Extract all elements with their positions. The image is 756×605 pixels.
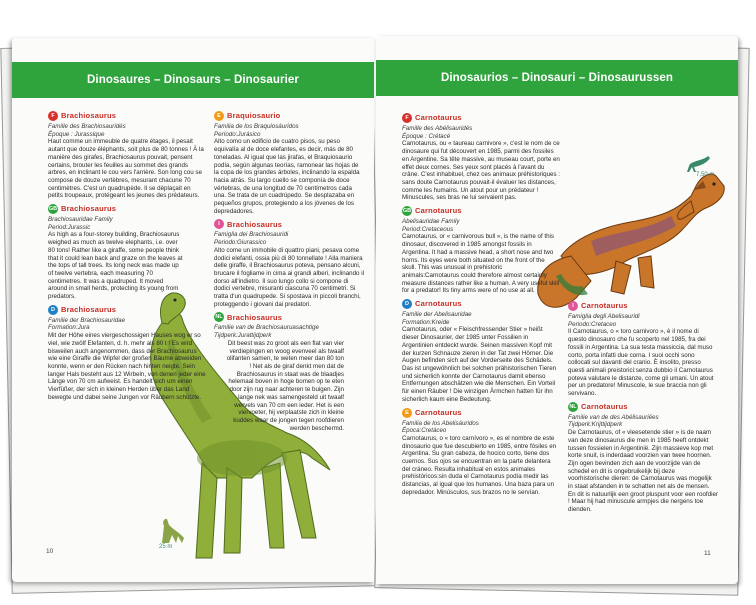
section-block <box>214 312 364 432</box>
section-family: Familia de los Abelisáuridos <box>402 419 479 427</box>
section-title: Carnotaurus <box>415 407 462 417</box>
section-period: Tijdperk:Krijttijdperk <box>568 421 623 429</box>
section-text: Carnotaurus, ou « taureau carnivore », c'est le nom de ce dinosaure qui fut découvert en 1985, parmi des fossiles en Argentine. Sa tête massive, au museau court, porte en effet deux cornes. Ses yeux sont placés à l'avant du crâne. C'est inhabituel, chez ces animaux préhistoriques : sans doute Carnotaurus pouvait-il évaluer les distances, comme les humains. Un atout pour un prédateur ! Minuscules, ses bras ne lui servaient pas. <box>402 140 561 202</box>
section-family: Famille des Abélisauridés <box>402 125 473 132</box>
section-text: Il Carnotaurus, o « toro carnivoro », è il nome di questo dinosauro che fu scoperto nel 1985, fra dei fossili in Argentina. La sua testa massiccia, dal muso corto, porta infatti due corna. I suoi occhi sono collocati sul davanti del cranio. È insolito, presso questi animali preistorici:senza dubbio il Carnotaurus poteva valutare le distanze, come gli umani. Un atout per un predatore! Minuscole, le sue braccia non gli servivano. <box>568 328 714 398</box>
left-scale-label: 25 m <box>159 544 173 550</box>
section-block <box>402 299 560 403</box>
section-period: Formation:Jura <box>48 324 90 332</box>
section-text: Carnotaurus, oder « Fleischfressender Stier » heißt dieser Dinosaurier, der 1985 unter Fossilien in Argentinien entdeckt wurde. Seinen massiven Kopf mit der kurzen Schnauze zieren in der Tat zwei Hörner. Die Augen befinden sich auf der Vorderseite des Schädels. Das ist ungewöhnlich bei solchen prähistorischen Tieren und sicherlich konnte der Carnotaurus damit ebenso Entfernungen abschätzen wie die Menschen. Ein Vorteil für einen Räuber ! Die winzigen Ärmchen hatten für ihn sicherlich kaum eine Bedeutung. <box>402 326 557 403</box>
section-text: As high as a four-storey building, Brachiosaurus weighed as much as twelve elephants, i.e. over 80 tons! Rather like a giraffe, some people think that it could lean back and graze on the leaves at the tops of tall trees. Its long neck was made up of twelve vertebra, each measuring 70 centimetres. It was a quadruped. It moved around in small herds, protecting its young from predators. <box>48 231 183 301</box>
section-period: Époque : Crétacé <box>402 132 451 140</box>
section-block <box>402 113 560 202</box>
section-text: Alto come un immobile di quattro piani, pesava come dodici elefanti, ossia più di 80 tonnellate ! Alla maniera delle giraffe, il Brachiosaurus poteva, pensano alcuni, brucare il fogliame in cima ai grandi alberi, inclinando il dorso all'indietro. Il suo lungo collo si compone di dodici vertebre, misuranti ciascuna 70 centimetri. Si tratta d'un quadrupede. Si spostava in piccoli branchi, proteggendo i giovani dai predatori. <box>214 246 364 308</box>
language-badge: NL <box>569 403 577 410</box>
right-page-title: Dinosaurios – Dinosauri – Dinosaurussen <box>376 60 738 96</box>
section-text: Haut comme un immeuble de quatre étages, il pesait autant que douze éléphants, soit plus de 80 tonnes ! À la manière des girafes, Brachiosaurus pouvait, pensent certains, brouter les feuilles au sommet des grands arbres, en inclinant le cou vers l'arrière. Son long cou se compose de douze vertèbres, mesurant chacune 70 centimètres. C'est un quadrupède. Il se déplaçait en petits troupeaux, protégeant les jeunes des prédateurs. <box>48 138 204 200</box>
language-badge: I <box>568 301 578 311</box>
language-badge: E <box>214 111 224 121</box>
section-text: Dit beest was zo groot als een flat van vier verdiepingen en woog evenveel als twaalf olifanten samen, te weten meer dan 80 ton ! Net als de giraf denkt men dat de Brachiosaurus in staat was de blaadjes helemaal boven in hoge bomen op te eten door zijn rug naar achteren te buigen. Zijn lange nek was samengesteld uit twaalf wervels van 70 cm een ieder. Het is een viervoeter, hij verplaatste zich in kleine kuddes waar de jongen tegen roofdieren werden beschermd. <box>226 339 344 432</box>
section-family: Familie van de des Abélisauriëes <box>568 413 659 421</box>
section-block <box>402 206 560 295</box>
section-family: Abelisauridae Family <box>402 218 460 226</box>
section-title: Carnotaurus <box>581 301 628 311</box>
section-text: De Carnotaurus, of « vleesetende stier » is de naam van deze dinosaurus die men in 1985 heeft ontdekt tussen fossielen in Argentinië. Zijn massieve kop met korte snuit, is inderdaad voorzien van twee hoornen. Zijn ogen bevinden zich aan de voorzijde van de schedel en dit is ongebruikelijk bij deze voorhistorische dieren: de Carnotaurus was mogelijk in staat afstanden in te schatten net als de mensen. En dit is natuurlijk een groot pluspunt voor een roofdier ! Maar hij had minuscule armpjes die nergens toe dienden. <box>568 429 718 514</box>
section-block <box>402 408 560 497</box>
section-title: Brachiosaurus <box>61 204 117 214</box>
section-period: Periodo:Cretaceo <box>568 320 617 328</box>
language-badge: D <box>402 299 412 309</box>
right-scale-label: 7,50 m <box>696 172 715 178</box>
language-badge: D <box>48 305 58 315</box>
section-text: Alto como un edificio de cuatro pisos, su peso equivalía al de doce elefantes, es decir, más de 80 toneladas. Al igual que las jirafas, el Braquiosaurio podía, según algunas teorías, ramonear las hojas de la copa de los grandes árboles, inclinando la espalda hacia atrás. Su largo cuello se componía de doce vértebras, de una longitud de 70 centímetros cada una. Se trata de un cuadrúpedo. Se desplazaba en pequeños grupos, protegiendo a los jóvenes de los depredadores. <box>214 138 360 215</box>
section-block <box>48 305 206 402</box>
section-period: Periodo:Giurassico <box>214 239 267 247</box>
language-badge: E <box>402 408 412 418</box>
section-title: Braquiosaurio <box>227 111 281 121</box>
section-family: Brachiosauridae Family <box>48 216 113 224</box>
language-badge: F <box>48 111 58 121</box>
section-title: Brachiosaurus <box>227 312 283 322</box>
section-block <box>214 219 364 308</box>
section-title: Carnotaurus <box>415 206 462 216</box>
section-title: Brachiosaurus <box>61 304 117 314</box>
section-period: Period:Cretaceous <box>402 225 454 233</box>
section-period: Tijdperk:Jurattijdperk <box>214 332 272 340</box>
right-column-2 <box>568 298 718 518</box>
section-text: Carnotaurus, or « carnivorous bull », is the name of this dinosaur, discovered in 1985 amongst fossils in Argentina. It had a massive head, a short nose and two horns. Its eyes were both situated on the front of the skull. This was unusual in prehistoric animals:Carnotaurus could therefore almost certainly measure distances rather like a human. A very useful skill for a predator! Its tiny arms were of no use at all. <box>402 233 560 295</box>
section-period: Período:Jurásico <box>214 130 261 138</box>
section-block <box>48 204 206 301</box>
language-badge: GB <box>48 206 58 213</box>
language-badge: F <box>402 113 412 123</box>
language-badge: NL <box>215 314 223 321</box>
section-period: Formation:Kreide <box>402 318 450 326</box>
section-period: Época:Cretáceo <box>402 427 447 435</box>
section-family: Famiglia degli Abelisauridi <box>568 313 640 320</box>
section-period: Period:Jurassic <box>48 223 91 231</box>
section-block <box>214 111 364 215</box>
left-page-number: 10 <box>46 548 54 555</box>
language-badge: GB <box>402 208 412 215</box>
section-block <box>568 301 718 398</box>
section-block <box>568 402 718 514</box>
section-family: Familie der Abelisauridae <box>402 311 472 319</box>
section-family: Familie der Brachiosauridae <box>48 316 126 324</box>
section-title: Brachiosaurus <box>227 219 283 229</box>
right-page-number: 11 <box>704 550 711 557</box>
section-title: Carnotaurus <box>415 299 462 309</box>
language-badge: I <box>214 219 224 229</box>
left-page <box>12 38 374 582</box>
section-family: Famiglia dei Brachiosauridi <box>214 231 289 239</box>
left-column-2 <box>214 108 364 436</box>
section-title: Carnotaurus <box>415 113 462 123</box>
section-block <box>48 111 206 200</box>
section-title: Brachiosaurus <box>61 111 117 121</box>
left-column-1 <box>48 108 206 406</box>
section-family: Familie van de Brachiosauruasachtige <box>214 324 319 332</box>
right-column-1 <box>402 110 560 501</box>
section-family: Familia de los Braquiosáuridos <box>214 123 299 130</box>
section-period: Époque : Jurassique <box>48 130 105 138</box>
section-text: Carnotaurus, o « toro carnívoro », es el nombre de este dinosaurio que fue descubierto en 1985, entre fósiles en Argentina. Su gran cabeza, de hocico corto, tiene dos cuernos. Sus ojos se encuentran en la parte delantera del cráneo. Resulta inhabitual en estos animales prehistóricos:sin duda el Carnotaurus podía medir las distancias, al igual que los humanos. Una baza para un depredador. Minúsculos, sus brazos no le servían. <box>402 434 557 496</box>
left-page-title: Dinosaures – Dinosaurs – Dinosaurier <box>12 62 374 98</box>
section-family: Famille des Brachiosauridés <box>48 123 126 130</box>
right-page <box>376 36 738 584</box>
section-title: Carnotaurus <box>581 401 628 411</box>
section-text: Mit der Höhe eines viergeschossigen Hauses wog er so viel, wie zwölf Elefanten, d. h. mehr als 80 t ! Es wird bisweilen auch angenommen, dass der Brachiosaurus wie eine Giraffe die Wipfel der großen Bäume abweiden konnte, wenn er den Rücken nach hinten neigte. Sein langer Hals besteht aus 12 Wirbeln, von denen jeder eine Länge von 70 cm aufweist. Es handelt sich um einen Vierfüßer, der sich in kleinen Herden über das Land bewegte und dabei seine Jungen vor Räubern schützte. <box>48 332 206 401</box>
